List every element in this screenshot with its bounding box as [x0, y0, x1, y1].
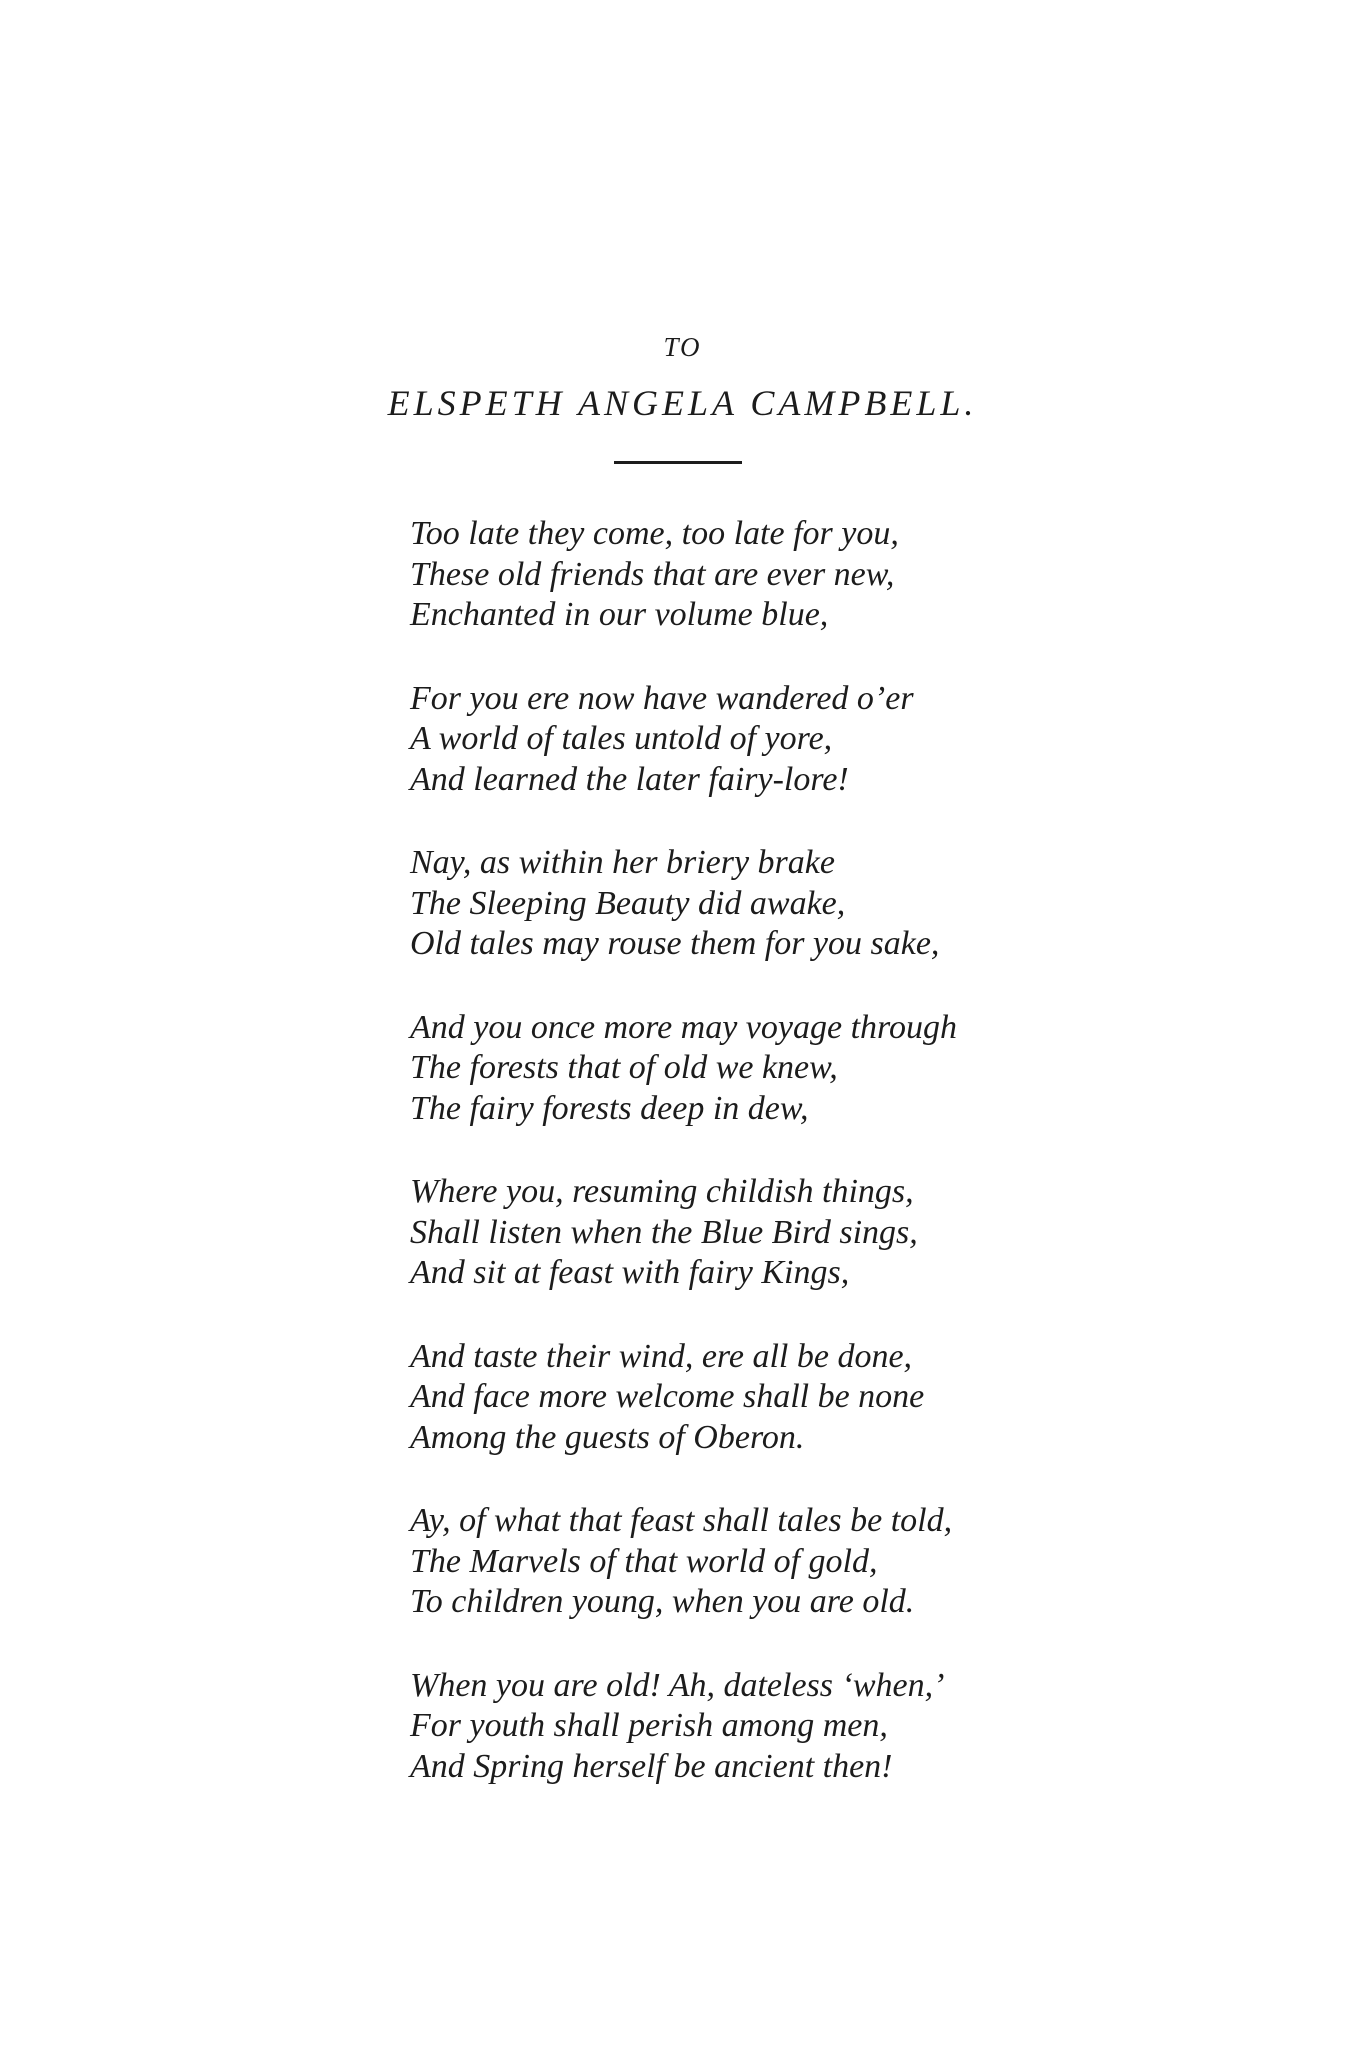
poem-line: The fairy forests deep in dew,	[410, 1089, 809, 1127]
horizontal-rule	[614, 461, 742, 464]
stanza-4	[410, 1008, 1050, 1130]
poem-line: And taste their wind, ere all be done,	[410, 1337, 913, 1375]
poem-line: The forests that of old we knew,	[410, 1049, 838, 1086]
poem-line: And face more welcome shall be none	[410, 1378, 925, 1415]
poem-line: For youth shall perish among men,	[410, 1707, 888, 1744]
poem-line: The Sleeping Beauty did awake,	[410, 884, 846, 922]
stanza-8	[410, 1666, 1050, 1788]
poem-line: And you once more may voyage through	[410, 1008, 957, 1046]
poem-line: For you ere now have wandered o’er	[410, 679, 914, 717]
poem-line: And sit at feast with fairy Kings,	[410, 1254, 850, 1291]
poem-line: The Marvels of that world of gold,	[410, 1542, 878, 1580]
stanza-6	[410, 1337, 1050, 1459]
poem-line: A world of tales untold of yore,	[410, 720, 833, 757]
stanza-7	[410, 1501, 1050, 1623]
stanza-1	[410, 514, 1050, 636]
poem-line: When you are old! Ah, dateless ‘when,’	[410, 1666, 945, 1704]
poem-line: Where you, resuming childish things,	[410, 1173, 914, 1210]
poem-line: Among the guests of Oberon.	[410, 1418, 805, 1456]
stanza-2	[410, 679, 1050, 801]
poem-line: Too late they come, too late for you,	[410, 515, 899, 552]
stanza-5	[410, 1172, 1050, 1294]
poem-line: Shall listen when the Blue Bird sings,	[410, 1213, 918, 1251]
poem-line: Nay, as within her briery brake	[410, 844, 835, 881]
stanza-3	[410, 843, 1050, 965]
poem	[410, 514, 1050, 1830]
dedication-name: ELSPETH ANGELA CAMPBELL.	[387, 383, 978, 423]
poem-line: And learned the later fairy-lore!	[410, 760, 849, 798]
poem-line: Enchanted in our volume blue,	[410, 596, 829, 633]
poem-line: To children young, when you are old.	[410, 1583, 915, 1620]
poem-line: Old tales may rouse them for you sake,	[410, 925, 940, 962]
poem-line: And Spring herself be ancient then!	[410, 1747, 893, 1785]
poem-line: Ay, of what that feast shall tales be told,	[410, 1502, 953, 1539]
poem-line: These old friends that are ever new,	[410, 555, 895, 593]
dedication-to: TO	[663, 332, 702, 362]
